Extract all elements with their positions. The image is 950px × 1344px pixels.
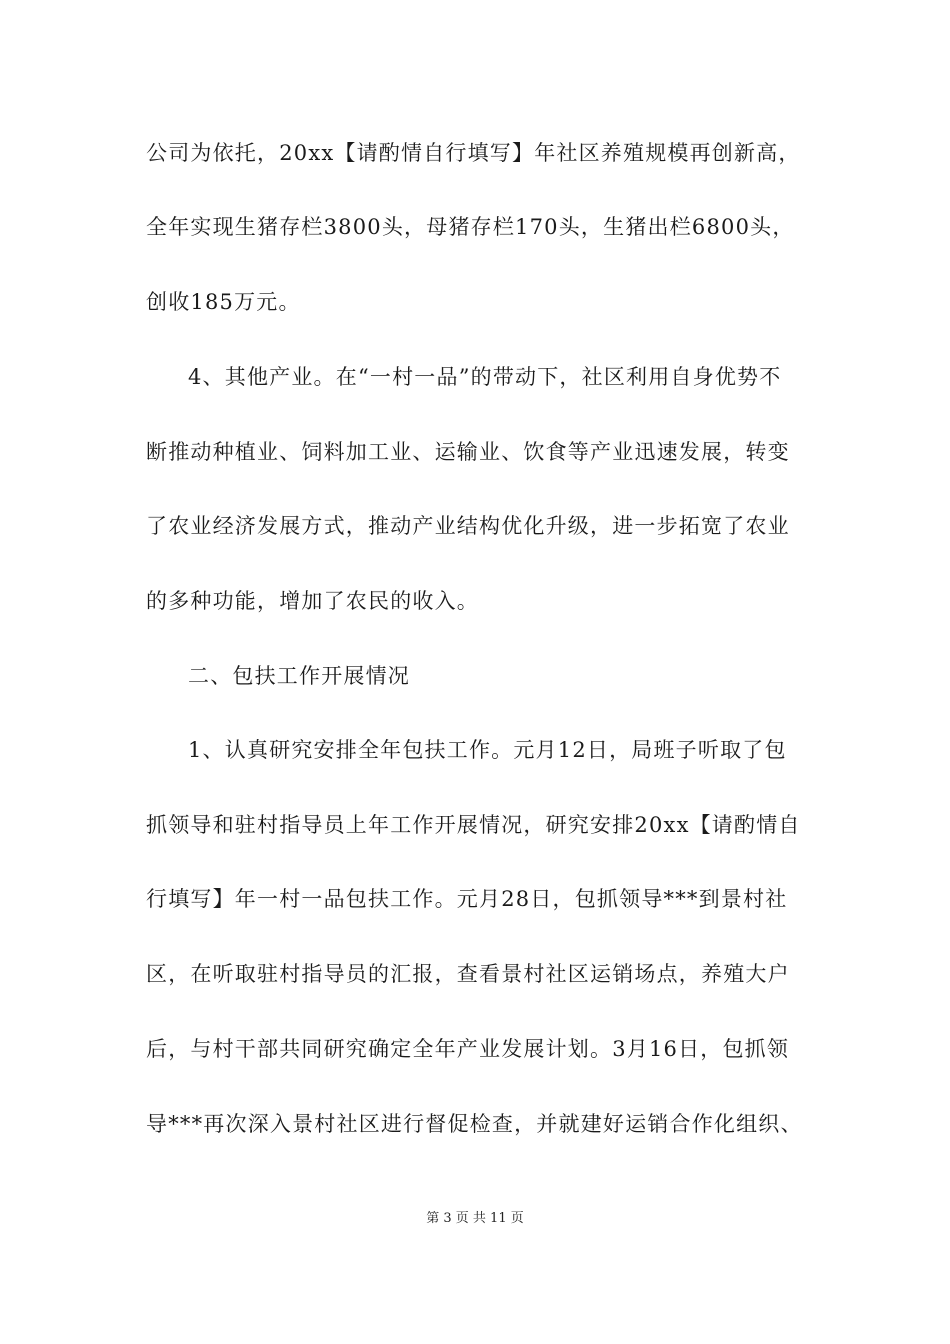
paragraph-4-line-1: 4、其他产业。在“一村一品”的带动下，社区利用自身优势不 <box>188 365 782 389</box>
text-line-3: 创收185万元。 <box>146 290 301 314</box>
text-line-1: 公司为依托，20xx【请酌情自行填写】年社区养殖规模再创新高， <box>146 141 801 165</box>
paragraph-4-line-3: 了农业经济发展方式，推动产业结构优化升级，进一步拓宽了农业 <box>146 514 790 538</box>
paragraph-1-line-5: 后，与村干部共同研究确定全年产业发展计划。3月16日，包抓领 <box>146 1037 790 1061</box>
paragraph-1-line-3: 行填写】年一村一品包扶工作。元月28日，包抓领导***到景村社 <box>146 887 788 911</box>
text-line-2: 全年实现生猪存栏3800头，母猪存栏170头，生猪出栏6800头， <box>146 215 795 239</box>
paragraph-1-line-1: 1、认真研究安排全年包扶工作。元月12日，局班子听取了包 <box>188 738 787 762</box>
paragraph-1-line-4: 区，在听取驻村指导员的汇报，查看景村社区运销场点，养殖大户 <box>146 962 790 986</box>
paragraph-4-line-4: 的多种功能，增加了农民的收入。 <box>146 589 479 613</box>
paragraph-4-line-2: 断推动种植业、饲料加工业、运输业、饮食等产业迅速发展，转变 <box>146 440 790 464</box>
paragraph-1-line-6: 导***再次深入景村社区进行督促检查，并就建好运销合作化组织、 <box>146 1112 803 1136</box>
section-heading: 二、包扶工作开展情况 <box>188 664 410 688</box>
paragraph-1-line-2: 抓领导和驻村指导员上年工作开展情况，研究安排20xx【请酌情自 <box>146 813 801 837</box>
page-number-footer: 第 3 页 共 11 页 <box>426 1211 524 1226</box>
